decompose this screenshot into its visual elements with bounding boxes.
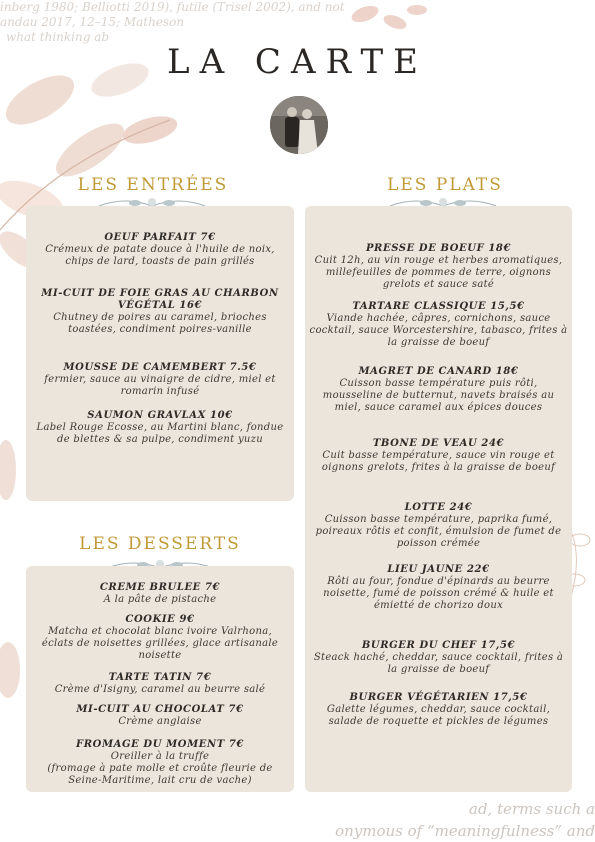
dish-description: Crème d'Isigny, caramel au beurre salé: [54, 684, 266, 695]
dish-description: Steack haché, cheddar, sauce cocktail, frites à la graisse de boeuf: [313, 652, 564, 675]
list-item: [307, 301, 570, 349]
list-item: [30, 582, 290, 606]
dish-name: SAUMON GRAVLAX 10€: [87, 410, 233, 421]
dish-name: FROMAGE DU MOMENT 7€: [76, 739, 244, 750]
dish-name: PRESSE DE BOEUF 18€: [365, 243, 512, 254]
dish-description: fermier, sauce au vinaigre de cidre, miel et romarin infusé: [44, 374, 276, 397]
list-item: [307, 502, 570, 550]
wedding-couple-photo-image: [270, 96, 328, 154]
section-title-desserts: LES DESSERTS: [79, 534, 241, 554]
section-title-plats: LES PLATS: [387, 175, 503, 195]
list-item: [30, 672, 290, 696]
dish-name: LOTTE 24€: [404, 502, 473, 513]
list-item: [307, 438, 570, 474]
list-item: [307, 692, 570, 728]
dish-name: TBONE DE VEAU 24€: [372, 438, 505, 449]
dish-name: TARTE TATIN 7€: [108, 672, 212, 683]
dish-description: Cuisson basse température, paprika fumé, poireaux rôtis et confit, émulsion de fumet de poisson crémée: [315, 514, 562, 549]
dish-description: Cuit basse température, sauce vin rouge et oignons grelots, frites à la graisse de boeuf: [321, 450, 556, 473]
dish-name: COOKIE 9€: [125, 614, 195, 625]
dish-description: Viande hachée, câpres, cornichons, sauce cocktail, sauce Worcestershire, tabasco, frites à la graisse de boeuf: [309, 313, 568, 348]
list-item: [30, 362, 290, 398]
dish-description: Rôti au four, fondue d'épinards au beurre noisette, fumé de poisson crémé & huile et émietté de chorizo doux: [323, 576, 554, 611]
watercolor-leaves-top-right: [345, 0, 435, 40]
dish-description: Chutney de poires au caramel, brioches toastées, condiment poires-vanille: [53, 312, 267, 335]
dish-name: LIEU JAUNE 22€: [387, 564, 490, 575]
wedding-couple-photo: [270, 96, 328, 154]
section-title-entrees: LES ENTRÉES: [77, 175, 229, 195]
dish-description: Cuit 12h, au vin rouge et herbes aromatiques, millefeuilles de pommes de terre, oignons grelots et sauce saté: [314, 255, 563, 290]
list-item: [307, 243, 570, 291]
list-item: [30, 614, 290, 662]
background-text-top: [0, 0, 345, 45]
list-item: [30, 232, 290, 268]
list-item: [30, 739, 290, 787]
dish-description: Galette légumes, cheddar, sauce cocktail, salade de roquette et pickles de légumes: [326, 704, 551, 727]
list-item: [30, 288, 290, 336]
dish-name: MOUSSE DE CAMEMBERT 7.5€: [63, 362, 257, 373]
background-text-line: onymous of “meaningfulness” and: [335, 822, 595, 840]
list-item: [307, 366, 570, 414]
list-item: [30, 410, 290, 446]
background-text-line: what thinking ab: [6, 30, 110, 44]
menu-title: LA CARTE: [166, 42, 428, 82]
dish-description: Matcha et chocolat blanc ivoire Valrhona, éclats de noisettes grillées, glace artisanale noisette: [41, 626, 279, 661]
dish-name: BURGER DU CHEF 17,5€: [361, 640, 516, 651]
dish-description: A la pâte de pistache: [103, 594, 217, 605]
dish-name: OEUF PARFAIT 7€: [104, 232, 216, 243]
dish-name: MI-CUIT AU CHOCOLAT 7€: [76, 704, 244, 715]
background-text-line: inberg 1980; Belliotti 2019), futile (Trisel 2002), and not: [0, 0, 345, 14]
background-text-line: andau 2017, 12–15; Matheson: [0, 15, 185, 29]
dish-description: Cuisson basse température puis rôti, mousseline de butternut, navets braisés au miel, sauce caramel aux épices douces: [322, 378, 555, 413]
dish-description: Crème anglaise: [118, 716, 202, 727]
background-text-bottom: [335, 798, 595, 842]
dish-name: TARTARE CLASSIQUE 15,5€: [352, 301, 525, 312]
dish-description: Oreiller à la truffe (fromage à pate molle et croûte fleurie de Seine-Maritime, lait cru de vache): [47, 751, 273, 786]
dish-description: Crémeux de patate douce à l'huile de noix, chips de lard, toasts de pain grillés: [45, 244, 275, 267]
list-item: [30, 704, 290, 728]
list-item: [307, 564, 570, 612]
list-item: [307, 640, 570, 676]
dish-name: MI-CUIT DE FOIE GRAS AU CHARBON VÉGÉTAL 16€: [41, 288, 279, 311]
dish-name: MAGRET DE CANARD 18€: [358, 366, 519, 377]
dish-name: CREME BRULEE 7€: [99, 582, 221, 593]
dish-name: BURGER VÉGÉTARIEN 17,5€: [349, 692, 528, 703]
background-text-line: ad, terms such a: [469, 800, 595, 818]
dish-description: Label Rouge Ecosse, au Martini blanc, fondue de blettes & sa pulpe, condiment yuzu: [36, 422, 284, 445]
